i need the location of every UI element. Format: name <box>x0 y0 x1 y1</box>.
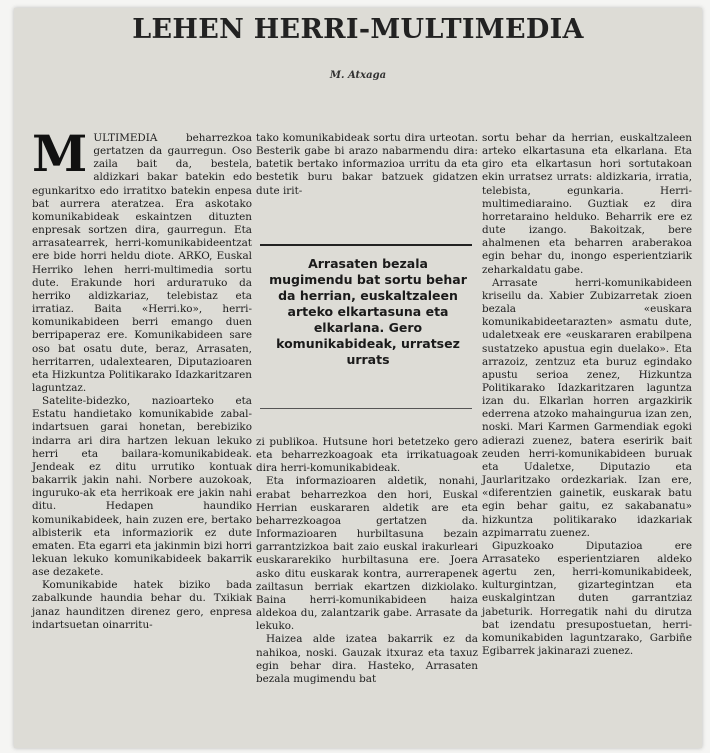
paragraph: zi publikoa. Hutsune hori betetzeko gero eta beharrezkoagoak eta irrikatuagoak dira herri-komunikabideak. <box>256 436 478 475</box>
column-2-lower <box>256 436 478 686</box>
article-title: LEHEN HERRI-MULTIMEDIA <box>132 14 584 45</box>
column-1 <box>32 124 252 632</box>
pullquote-rule-top <box>260 244 472 246</box>
column-2-upper <box>256 132 478 198</box>
pullquote-rule-bottom <box>260 408 472 409</box>
paragraph: Komunikabide hatek biziko bada zabalkunde haundia behar du. Txikiak janaz haunditzen direnez gero, enpresa indartsuetan oinarritu- <box>32 579 252 631</box>
paragraph: Gipuzkoako Diputazioa ere Arrasateko esperientziaren aldeko agertu zen, herri-komunikabideek, kulturgintzan, gizartegintzan eta euskalgintzan duten garrantziaz jabeturik. Horregatik nahi du dirutza bat izendatu presupostuetan, herri-komunikabiden laguntzarako, Garbiñe Egibarrek jakinarazi zuenez. <box>482 539 692 658</box>
column-3 <box>482 132 692 658</box>
paragraph: tako komunikabideak sortu dira urteotan. Besterik gabe bi arazo nabarmendu dira: batetik bertako informazioa urritu da eta bestetik buru bakar batzuek gidatzen dute irit- <box>256 132 478 197</box>
pull-quote: Arrasaten bezala mugimendu bat sortu behar da herrian, euskaltzaleen arteko elkartasuna eta elkarlana. Gero komunikabideak, urratsez urrats <box>269 256 467 367</box>
newspaper-clipping <box>14 8 702 748</box>
paragraph: MULTIMEDIA beharrezkoa gertatzen da gaurregun. Oso zaila bait da, bestela, aldizkari bakar batekin edo egunkaritxo edo irratitxo batekin enpesa bat aurrera ateratzea. Era askotako komunikabideak eskaintzen dituzten enpresak sortzen dira, gaurregun. Eta arrasatearrek, herri-komunikabideentzat ere bide horri heldu diote. ARKO, Euskal Herriko lehen herri-multimedia sortu dute. Erakunde hori ardurатuko da herriko aldizkariaz, telebistaz eta irratiaz. Baita «Herri.ko», herri-komunikabideen berri emango duen berripaperaz ere. Komunikabideen sare oso bat osatu dute, beraz, Arrasaten, herritarren, udalextearen, Diputazioaren eta Hizkuntza Politikarako Idazkaritzaren laguntzaz. <box>32 124 252 394</box>
article-author: M. Atxaga <box>329 70 387 81</box>
paragraph: Haizea alde izatea bakarrik ez da nahikoa, noski. Gauzak itxuraz eta taxuz egin behar dira. Hasteko, Arrasaten bezala mugimendu bat <box>256 633 478 685</box>
paragraph: Satelite-bidezko, nazioarteko eta Estatu handietako komunikabide zabal-indartsuen garai honetan, berebiziko indarra ari dira hartzen lekuan lekuko herri eta bailara-komunikabideak. Jendeak ez ditu urrutiko kontuak bakarrik jakin nahi. Norbere auzokoak, inguruko-ak eta herrikoak ere jakin nahi ditu. Hedapen haundiko komunikabideek, hain zuzen ere, bertako albisterik eta informaziorik ez dute ematen. Eta egarri eta jakinmin bizi horri lekuan lekuko komunikabideek bakarrik ase dezakete. <box>32 395 252 579</box>
paragraph: Eta informazioaren aldetik, nonahi, erabat beharrezkoa den hori, Euskal Herrian euskararen aldetik are eta beharrezkoagoa gertatzen da. Informazioaren hurbiltasuna bezain garrantzizkoa bait zaio euskal irakurleari euskararekiko hurbiltasuna ere. Joera asko ditu euskarak kontra, aurrerapenek zailtasun berriak ekartzen dizkiolako. Baina herri-komunikabideen haiza aldekoa du, zalantzarik gabe. Arrasate da lekuko. <box>256 475 478 633</box>
paragraph: Arrasate herri-komunikabideen kriseilu da. Xabier Zubizarretak zioen bezala «euskara komunikabideetarazten» asmatu dute, udaletxeak ere «euskararen erabilpena sustatzeko apustua egin duelako». Eta arrazoiz, zentzuz eta buruz egindako apustu serioa zenez, Hizkuntza Politikarako Idazkaritzaren laguntza izan du. Elkarlan horren argazkirik ederrena atzoko mahainguruа izan zen, noski. Mari Karmen Garmendiak egoki adierazi zuenez, batera eseririk bait zeuden herri-komunikabideen buruak eta Udaletxe, Diputazio eta Jaurlaritzako ordezkariak. Izan ere, «diferentzien gainetik, euskarak batu egin behar gaitu, ez sakabanatu» hizkuntza politikarako idazkariak azpimarratu zuenez. <box>482 276 692 539</box>
paragraph: sortu behar da herrian, euskaltzaleen arteko elkartasuna eta elkarlana. Eta giro eta elkartasun hori sortutakoan ekin urratsez urrats: aldizkaria, irratia, telebista, egunkaria. Herri-multimediaraino. Guztiak ez dira horretaraino helduko. Beharrik ere ez dute izango. Bakoitzak, bere ahalmenen eta beharren araberakoa egin behar du, inongo esperientziarik zeharkaldatu gabe. <box>482 132 692 276</box>
drop-cap: M <box>32 124 88 183</box>
